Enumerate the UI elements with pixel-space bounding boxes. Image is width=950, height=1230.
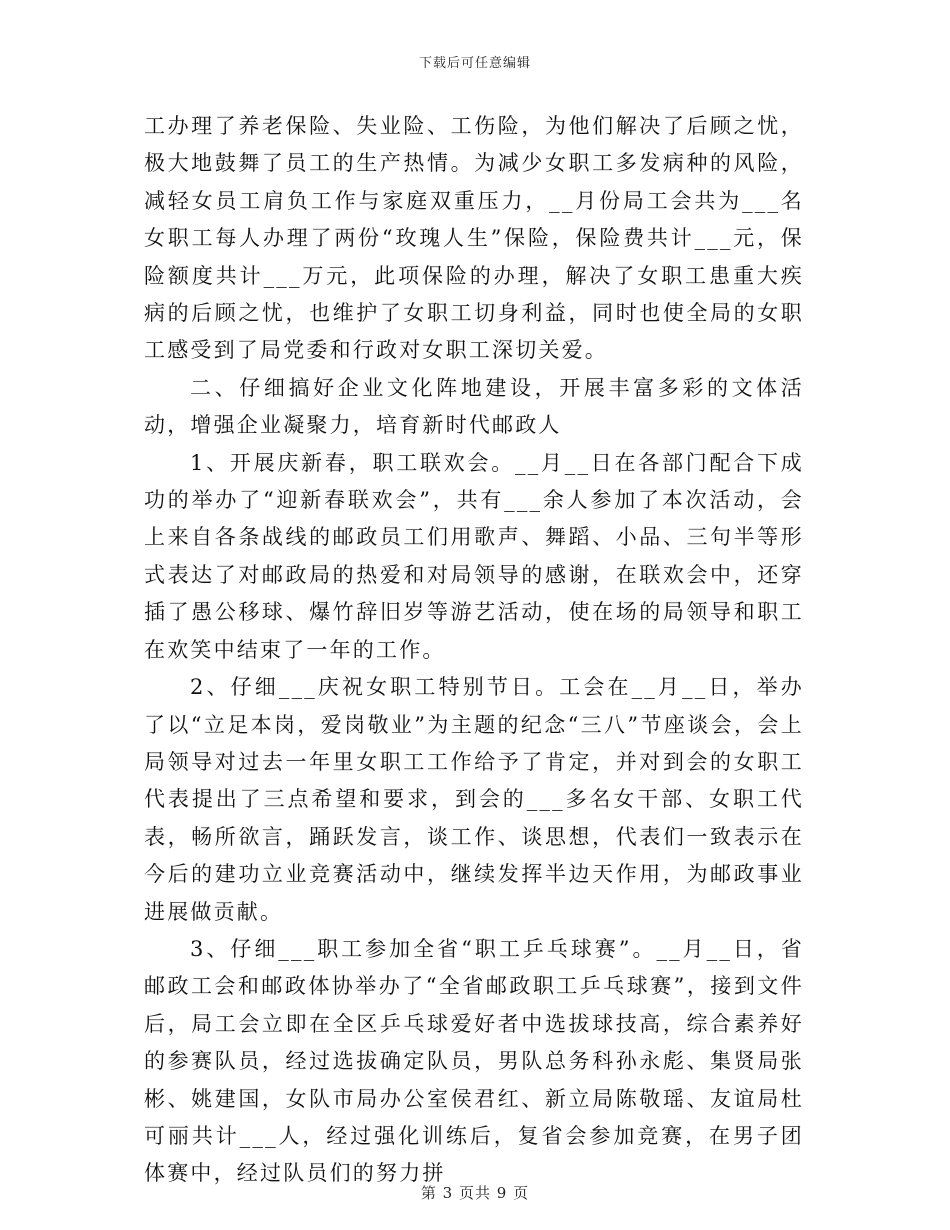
paragraph-continuation: 工办理了养老保险、失业险、工伤险，为他们解决了后顾之忧，极大地鼓舞了员工的生产热情。为减少女职工多发病种的风险，减轻女员工肩负工作与家庭双重压力，__月份局工会共为___名女职工每人办理了两份“玫瑰人生”保险，保险费共计___元，保险额度共计___万元，此项保险的办理，解决了女职工患重大疾病的后顾之忧，也维护了女职工切身利益，同时也使全局的女职工感受到了局党委和行政对女职工深切关爱。 [144,114,804,363]
section-heading-culture: 二、仔细搞好企业文化阵地建设，开展丰富多彩的文体活动，增强企业凝聚力，培育新时代邮政人 [144,375,804,438]
page-number: 第 3 页共 9 页 [420,1184,530,1202]
paragraph-spring-festival: 1、开展庆新春，职工联欢会。__月__日在各部门配合下成功的举办了“迎新春联欢会”，共有___余人参加了本次活动，会上来自各条战线的邮政员工们用歌声、舞蹈、小品、三句半等形式表达了对邮政局的热爱和对局领导的感谢，在联欢会中，还穿插了愚公移球、爆竹辞旧岁等游艺活动，使在场的局领导和职工在欢笑中结束了一年的工作。 [144,450,804,662]
paragraph-womens-day: 2、仔细___庆祝女职工特别节日。工会在__月__日，举办了以“立足本岗，爱岗敬业”为主题的纪念“三八”节座谈会，会上局领导对过去一年里女职工工作给予了肯定，并对到会的女职工代表提出了三点希望和要求，到会的___多名女干部、女职工代表，畅所欲言，踊跃发言，谈工作、谈思想，代表们一致表示在今后的建功立业竞赛活动中，继续发挥半边天作用，为邮政事业进展做贡献。 [144,675,804,924]
page-header: 下载后可任意编辑 [418,56,531,71]
document-body [144,108,804,1193]
paragraph-table-tennis: 3、仔细___职工参加全省“职工乒乓球赛”。__月__日，省邮政工会和邮政体协举办了“全省邮政职工乒乓球赛”，接到文件后，局工会立即在全区乒乓球爱好者中选拔球技高，综合素养好的参赛队员，经过选拔确定队员，男队总务科孙永彪、集贤局张彬、姚建国，女队市局办公室侯君红、新立局陈敬瑶、友谊局杜可丽共计___人，经过强化训练后，复省会参加竞赛，在男子团体赛中，经过队员们的努力拼 [144,936,804,1186]
